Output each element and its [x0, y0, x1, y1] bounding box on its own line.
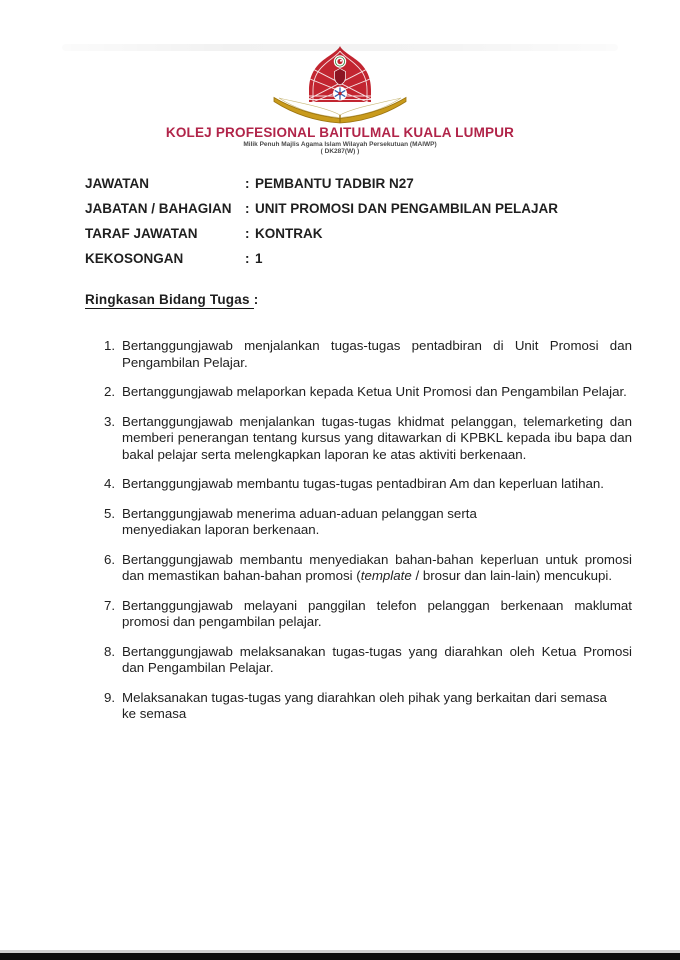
field-value: KONTRAK: [255, 226, 323, 241]
task-number: 1.: [104, 338, 116, 353]
college-logo: [0, 45, 680, 125]
letterhead: [0, 0, 680, 155]
photo-bottom-edge: [0, 950, 680, 960]
task-text: Bertanggungjawab menerima aduan-aduan pelanggan serta menyediakan laporan berkenaan.: [122, 505, 477, 537]
task-text: Bertanggungjawab menjalankan tugas-tugas khidmat pelanggan, telemarketing dan memberi penerangan tentang kursus yang ditawarkan di KPBKL kepada ibu bapa dan bakal pelajar serta melengkapkan laporan ke atas aktiviti berkenaan.: [122, 413, 632, 462]
task-item: [104, 598, 632, 631]
college-ownership-line: Milik Penuh Majlis Agama Islam Wilayah Persekutuan (MAIWP): [243, 141, 437, 148]
tasks-heading-text: Ringkasan Bidang Tugas: [85, 292, 254, 309]
task-number: 8.: [104, 643, 116, 659]
field-label: KEKOSONGAN: [85, 251, 184, 266]
tasks-heading-colon: :: [253, 292, 259, 307]
college-logo-icon: [265, 45, 415, 125]
job-detail-row: [85, 196, 680, 221]
field-label: JABATAN / BAHAGIAN: [85, 201, 232, 216]
task-number: 2.: [104, 384, 116, 399]
task-number: 5.: [104, 505, 116, 521]
task-text: Melaksanakan tugas-tugas yang diarahkan oleh pihak yang berkaitan dari semasa ke semasa: [122, 689, 607, 721]
task-item: [104, 414, 632, 464]
field-value: PEMBANTU TADBIR N27: [255, 176, 414, 191]
task-item: [104, 644, 632, 677]
task-item: [104, 552, 632, 585]
photo-edge-black-bar: [0, 953, 680, 960]
task-number: 7.: [104, 597, 116, 613]
college-name: KOLEJ PROFESIONAL BAITULMAL KUALA LUMPUR: [165, 125, 515, 140]
scan-shadow-band: [62, 44, 618, 51]
task-number: 3.: [104, 413, 116, 429]
field-separator: :: [245, 226, 250, 241]
task-item: [104, 690, 610, 723]
task-item: [104, 506, 550, 539]
field-separator: :: [245, 251, 250, 266]
task-text: Bertanggungjawab membantu tugas-tugas pentadbiran Am dan keperluan latihan.: [122, 476, 604, 491]
tasks-heading: [85, 292, 680, 307]
job-detail-row: [85, 246, 680, 271]
task-item: [104, 338, 632, 371]
field-separator: :: [245, 201, 250, 216]
field-separator: :: [245, 176, 250, 191]
field-label: JAWATAN: [85, 176, 149, 191]
task-item: [104, 384, 632, 401]
task-text: Bertanggungjawab membantu menyediakan bahan-bahan keperluan untuk promosi dan memastikan bahan-bahan promosi (template / brosur dan lain-lain) mencukupi.: [122, 551, 632, 583]
task-number: 6.: [104, 551, 116, 567]
job-detail-row: [85, 221, 680, 246]
task-text: Bertanggungjawab melaksanakan tugas-tugas yang diarahkan oleh Ketua Promosi dan Pengambilan Pelajar.: [122, 643, 632, 675]
job-detail-row: [85, 171, 680, 196]
task-text: Bertanggungjawab menjalankan tugas-tugas pentadbiran di Unit Promosi dan Pengambilan Pelajar.: [122, 338, 632, 370]
task-text: Bertanggungjawab melayani panggilan telefon pelanggan berkenaan maklumat promosi dan pengambilan pelajar.: [122, 597, 632, 629]
task-item: [104, 476, 632, 493]
task-number: 9.: [104, 689, 116, 705]
field-value: 1: [255, 251, 263, 266]
task-number: 4.: [104, 476, 116, 491]
tasks-list: [104, 338, 632, 723]
field-value: UNIT PROMOSI DAN PENGAMBILAN PELAJAR: [255, 201, 559, 216]
field-label: TARAF JAWATAN: [85, 226, 198, 241]
college-registration-code: ( DK287(W) ): [320, 148, 360, 155]
task-text: Bertanggungjawab melaporkan kepada Ketua Unit Promosi dan Pengambilan Pelajar.: [122, 384, 627, 399]
job-details-block: [85, 171, 680, 271]
